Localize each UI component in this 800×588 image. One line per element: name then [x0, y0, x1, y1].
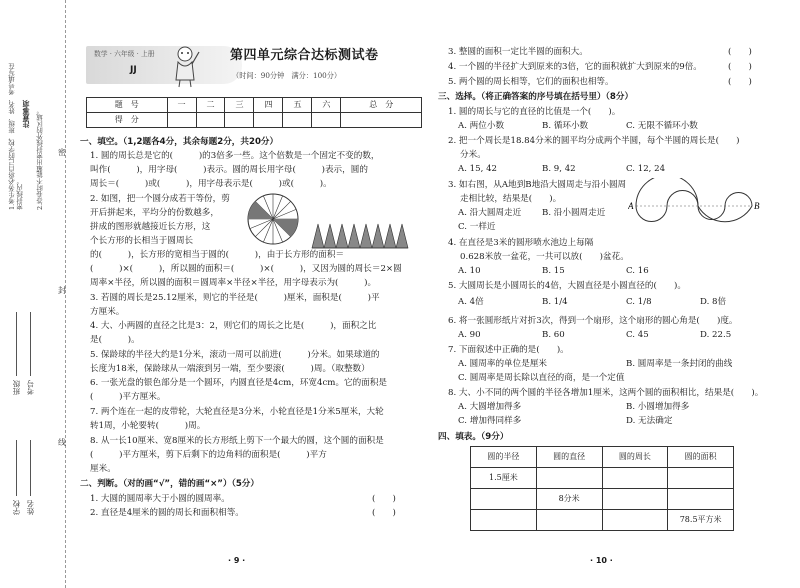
choice-6-option-a[interactable]: A. 90: [458, 330, 481, 340]
score-table: [86, 97, 422, 128]
binding-margin: [0, 0, 66, 588]
score-input[interactable]: [312, 113, 341, 128]
table-input-cell[interactable]: [668, 468, 734, 489]
score-cell: 二: [196, 98, 225, 113]
table-cell: 78.5平方米: [668, 510, 734, 531]
judge-3: 3. 整圆的面积一定比半圆的面积大。: [448, 47, 588, 57]
score-cell: 一: [167, 98, 196, 113]
table-input-cell[interactable]: [602, 468, 668, 489]
judge-5: 5. 两个圆的周长相等，它们的面积也相等。: [448, 77, 614, 87]
field-class-line[interactable]: [16, 312, 17, 376]
choice-4-line-2: 0.628米放一盆花，一共可以放( )盆花。: [460, 252, 629, 262]
choice-5-option-c[interactable]: C. 1/8: [626, 297, 652, 307]
judge-4-answer[interactable]: ( ): [728, 62, 752, 72]
score-cell: 五: [283, 98, 312, 113]
choice-3-option-c[interactable]: C. 一样近: [458, 222, 496, 232]
score-cell: 总 分: [341, 98, 422, 113]
judge-2: 2. 直径是4厘米的圆的周长和面积相等。: [90, 508, 244, 518]
table-row: [471, 510, 734, 531]
score-cell: 题 号: [87, 98, 168, 113]
choice-2-option-a[interactable]: A. 15, 42: [458, 164, 498, 174]
score-value-row: [87, 113, 422, 128]
judge-1-answer[interactable]: ( ): [372, 494, 396, 504]
table-input-cell[interactable]: [471, 489, 537, 510]
choice-3-option-b[interactable]: B. 沿小圆周走近: [542, 208, 606, 218]
margin-note-a: 1.考生务必将自己的学校、班级、姓名、考号填写在密封线内。: [8, 63, 24, 210]
question-2-line-6: ( )×( )，所以圆的面积＝( )×( )，又因为圆的周长＝2×圆: [90, 264, 402, 274]
question-2-line-2: 开后拼起来，平均分的份数越多，: [90, 208, 219, 218]
choice-5-option-a[interactable]: A. 4倍: [458, 297, 484, 307]
score-cell: 得 分: [87, 113, 168, 128]
section-judge-title: 二、判断。（对的画“√”，错的画“×”）（5分）: [80, 479, 259, 489]
question-8-cont2: 厘米。: [90, 464, 116, 474]
divided-circle-figure: [246, 192, 300, 246]
table-header-cell: 圆的直径: [536, 447, 602, 468]
choice-1: 1. 圆的周长与它的直径的比值是一个( )。: [448, 107, 621, 117]
question-4-cont: 是( )。: [90, 335, 140, 345]
point-a-label: A: [628, 201, 634, 211]
score-input[interactable]: [341, 113, 422, 128]
table-input-cell[interactable]: [536, 510, 602, 531]
table-row: [471, 468, 734, 489]
choice-4-line-1: 4. 在直径是3米的圆形喷水池边上每隔: [448, 238, 594, 248]
choice-4-option-c[interactable]: C. 16: [626, 266, 649, 276]
choice-2-option-b[interactable]: B. 9, 42: [542, 164, 576, 174]
question-2-line-4: 个长方形的长相当于圆周长: [90, 236, 194, 246]
table-header-cell: 圆的面积: [668, 447, 734, 468]
choice-3-line-2: 走相比较，结果是( )。: [460, 194, 562, 204]
choice-2-line-1: 2. 把一个周长是18.84分米的圆平均分成两个半圆，每个半圆的周长是( ): [448, 136, 740, 146]
section-table-title: 四、填表。（9分）: [438, 432, 509, 442]
choice-5-option-d[interactable]: D. 8倍: [700, 297, 727, 307]
score-input[interactable]: [283, 113, 312, 128]
question-8-cont: ( )平方厘米，剪下后剩下的边角料的面积是( )平方: [90, 450, 327, 460]
field-school-line[interactable]: [16, 440, 17, 496]
choice-4-option-b[interactable]: B. 15: [542, 266, 565, 276]
field-school-label: 学校: [12, 500, 21, 515]
choice-1-option-a[interactable]: A. 两位小数: [458, 121, 505, 131]
choice-8-option-d[interactable]: D. 无法确定: [626, 416, 673, 426]
table-cell: 1.5厘米: [471, 468, 537, 489]
choice-4-option-a[interactable]: A. 10: [458, 266, 481, 276]
choice-1-option-b[interactable]: B. 循环小数: [542, 121, 589, 131]
table-header-cell: 圆的半径: [471, 447, 537, 468]
choice-7: 7. 下面叙述中正确的是( )。: [448, 345, 569, 355]
question-7-cont: 转1周，小轮要转( )周。: [90, 421, 206, 431]
score-input[interactable]: [167, 113, 196, 128]
margin-note-title: 注意事项: [22, 100, 30, 128]
question-4: 4. 大、小两圆的直径之比是3：2，则它们的周长之比是( )，面积之比: [90, 321, 377, 331]
question-1-line-3: 周长＝( )或( )，用字母表示是( )或( )。: [90, 179, 332, 189]
point-b-label: B: [754, 201, 760, 211]
section-choice-title: 三、选择。（将正确答案的序号填在括号里）（8分）: [438, 92, 634, 102]
field-class-label: 班级: [12, 380, 21, 395]
judge-3-answer[interactable]: ( ): [728, 47, 752, 57]
field-id-label: 考号: [26, 380, 35, 395]
choice-1-option-c[interactable]: C. 无限不循环小数: [626, 121, 698, 131]
exam-title: 第四单元综合达标测试卷: [230, 48, 379, 63]
judge-1: 1. 大圆的圆周率大于小圆的圆周率。: [90, 494, 230, 504]
choice-6-option-b[interactable]: B. 60: [542, 330, 565, 340]
table-cell: 8分米: [536, 489, 602, 510]
score-input[interactable]: [225, 113, 254, 128]
question-6-cont: ( )平方厘米。: [90, 392, 166, 402]
score-input[interactable]: [196, 113, 225, 128]
field-name-line[interactable]: [30, 440, 31, 496]
table-input-cell[interactable]: [602, 510, 668, 531]
question-3-cont: 方厘米。: [90, 307, 125, 317]
field-name-label: 姓名: [26, 500, 35, 515]
score-cell: 三: [225, 98, 254, 113]
choice-5-option-b[interactable]: B. 1/4: [542, 297, 568, 307]
score-input[interactable]: [254, 113, 283, 128]
question-5-line-2: 长度为18米，保龄球从一端滚到另一端，至少要滚( )周。（取整数）: [90, 364, 370, 374]
mascot-illustration: [170, 44, 200, 88]
table-header-row: [471, 447, 734, 468]
question-2-line-3: 拼成的图形就越接近长方形，这: [90, 222, 211, 232]
question-6: 6. 一张光盘的银色部分是一个圆环，内圆直径是4cm，环宽4cm。它的面积是: [90, 378, 388, 388]
margin-note-b: 2.答卷时不能超出密封线外的区域。: [36, 107, 44, 210]
question-2-line-7: 周率×半径，所以圆的面积＝圆周率×半径×半径，用字母表示为( )。: [90, 278, 377, 288]
seal-word-3: 线: [58, 438, 66, 447]
question-8: 8. 从一长10厘米、宽8厘米的长方形纸上剪下一个最大的圆，这个圆的面积是: [90, 436, 384, 446]
banner-code: JJ: [130, 65, 137, 75]
question-5-line-1: 5. 保龄球的半径大约是1分米，滚动一周可以前进( )分米。如果球道的: [90, 350, 380, 360]
question-1-line-1: 1. 圆的周长总是它的( )的3倍多一些。这个倍数是一个固定不变的数，: [90, 151, 380, 161]
field-id-line[interactable]: [30, 312, 31, 376]
choice-7-option-b[interactable]: B. 圆周率是一条封闭的曲线: [626, 359, 733, 369]
choice-6: 6. 将一张圆形纸片对折3次，得到一个扇形，这个扇形的圆心角是( )度。: [448, 316, 738, 326]
table-input-cell[interactable]: [668, 489, 734, 510]
table-row: [471, 489, 734, 510]
page-number-left: · 9 ·: [228, 556, 246, 565]
table-input-cell[interactable]: [602, 489, 668, 510]
judge-4: 4. 一个圆的半径扩大到原来的3倍，它的面积就扩大到原来的9倍。: [448, 62, 702, 72]
section-fill-title: 一、填空。（1,2题各4分，其余每题2分，共20分）: [80, 137, 279, 147]
score-header-row: [87, 98, 422, 113]
question-2-line-1: 2. 如图，把一个圆分成若干等份，剪: [90, 194, 230, 204]
judge-5-answer[interactable]: ( ): [728, 77, 752, 87]
choice-8-option-b[interactable]: B. 小圆增加得多: [626, 402, 690, 412]
choice-8-option-c[interactable]: C. 增加得同样多: [458, 416, 522, 426]
header-banner: [86, 46, 242, 84]
question-2-line-5: 的( )，长方形的宽相当于圆的( )，由于长方形的面积＝: [90, 250, 345, 260]
choice-6-option-d[interactable]: D. 22.5: [700, 330, 732, 340]
exam-subtitle: （时间：90分钟 满分：100分）: [232, 71, 342, 80]
seal-word-1: 密: [58, 148, 66, 157]
question-3: 3. 若圆的周长是25.12厘米，则它的半径是( )厘米，面积是( )平: [90, 293, 380, 303]
table-input-cell[interactable]: [471, 510, 537, 531]
banner-grade: 数学 · 六年级 · 上册: [94, 50, 155, 58]
choice-7-option-a[interactable]: A. 圆周率的单位是厘米: [458, 359, 548, 369]
choice-3-line-1: 3. 如右图，从A地到B地沿大圆周走与沿小圆周: [448, 180, 627, 190]
choice-8: 8. 大、小不同的两个圆的半径各增加1厘米，这两个圆的面积相比，结果是( )。: [448, 388, 764, 398]
arc-path-figure: [628, 178, 760, 240]
choice-2-line-2: 分米。: [460, 150, 486, 160]
table-header-cell: 圆的周长: [602, 447, 668, 468]
question-1-line-2: 叫作( )，用字母( )表示。圆的周长用字母( )表示，圆的: [90, 165, 368, 175]
table-input-cell[interactable]: [536, 468, 602, 489]
judge-2-answer[interactable]: ( ): [372, 508, 396, 518]
question-7: 7. 两个连在一起的皮带轮，大轮直径是3分米，小轮直径是1分米5厘米，大轮: [90, 407, 384, 417]
choice-3-option-a[interactable]: A. 沿大圆周走近: [458, 208, 522, 218]
choice-5: 5. 大圆周长是小圆周长的4倍，大圆直径是小圆直径的( )。: [448, 281, 686, 291]
page-number-right: · 10 ·: [590, 556, 613, 565]
circle-fill-table: [470, 446, 734, 531]
choice-6-option-c[interactable]: C. 45: [626, 330, 649, 340]
score-cell: 六: [312, 98, 341, 113]
choice-2-option-c[interactable]: C. 12, 24: [626, 164, 666, 174]
choice-8-option-a[interactable]: A. 大圆增加得多: [458, 402, 522, 412]
seal-word-2: 封: [58, 286, 66, 295]
choice-7-option-c[interactable]: C. 圆周率是周长除以直径的商，是一个定值: [458, 373, 625, 383]
score-cell: 四: [254, 98, 283, 113]
rearranged-rectangle-figure: [310, 222, 410, 250]
